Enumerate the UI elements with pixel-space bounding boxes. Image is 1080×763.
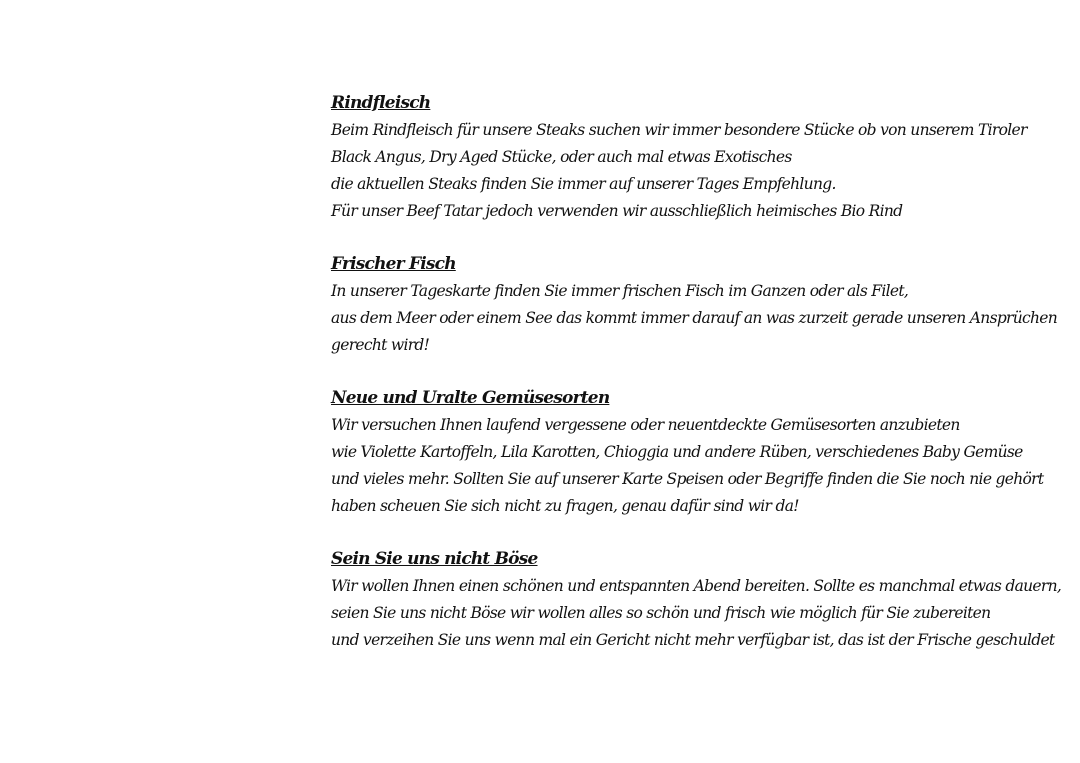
section-text-line: und verzeihen Sie uns wenn mal ein Gericht nicht mehr verfügbar ist, das ist der Frische geschuldet: [331, 631, 1055, 649]
section-text-line: Wir versuchen Ihnen laufend vergessene oder neuentdeckte Gemüsesorten anzubieten: [331, 416, 960, 434]
menu-text-block: [331, 90, 1062, 680]
section-text-line: wie Violette Kartoffeln, Lila Karotten, Chioggia und andere Rüben, verschiedenes Baby Gemüse: [331, 443, 1023, 461]
section-rindfleisch: [331, 90, 1027, 225]
section-text-line: Wir wollen Ihnen einen schönen und entspannten Abend bereiten. Sollte es manchmal etwas dauern,: [331, 577, 1062, 595]
section-heading: Frischer Fisch: [331, 254, 456, 274]
section-frischer-fisch: [331, 251, 1058, 359]
section-text-line: aus dem Meer oder einem See das kommt immer darauf an was zurzeit gerade unseren Ansprüchen: [331, 309, 1058, 327]
section-gemuesesorten: [331, 385, 1044, 520]
section-text-line: Black Angus, Dry Aged Stücke, oder auch mal etwas Exotisches: [331, 148, 792, 166]
section-text-line: gerecht wird!: [331, 336, 430, 354]
section-heading: Sein Sie uns nicht Böse: [331, 549, 538, 569]
section-text-line: haben scheuen Sie sich nicht zu fragen, genau dafür sind wir da!: [331, 497, 799, 515]
section-heading: Rindfleisch: [331, 93, 431, 113]
section-text-line: In unserer Tageskarte finden Sie immer frischen Fisch im Ganzen oder als Filet,: [331, 282, 909, 300]
section-heading: Neue und Uralte Gemüsesorten: [331, 388, 610, 408]
section-text-line: Beim Rindfleisch für unsere Steaks suchen wir immer besondere Stücke ob von unserem Tiroler: [331, 121, 1027, 139]
section-text-line: Für unser Beef Tatar jedoch verwenden wir ausschließlich heimisches Bio Rind: [331, 202, 903, 220]
section-nicht-boese: [331, 546, 1062, 654]
section-text-line: die aktuellen Steaks finden Sie immer auf unserer Tages Empfehlung.: [331, 175, 836, 193]
section-text-line: und vieles mehr. Sollten Sie auf unserer Karte Speisen oder Begriffe finden die Sie noch nie gehört: [331, 470, 1044, 488]
section-text-line: seien Sie uns nicht Böse wir wollen alles so schön und frisch wie möglich für Sie zubereiten: [331, 604, 991, 622]
